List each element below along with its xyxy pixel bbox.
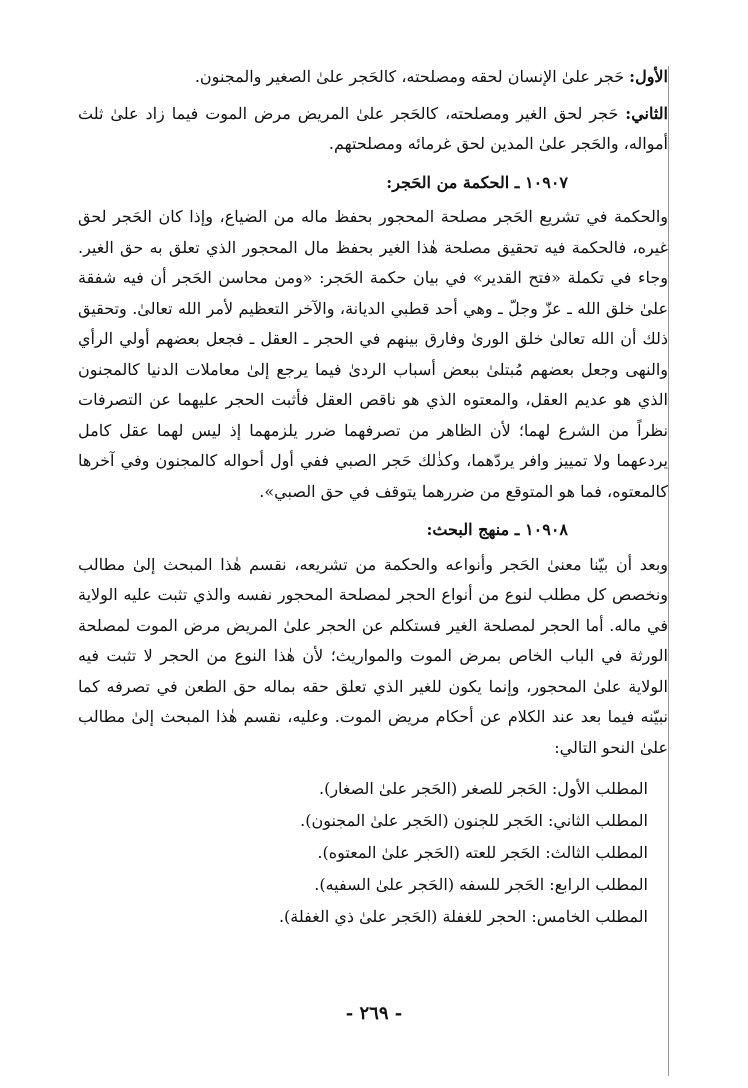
chapter-list-item: المطلب الأول: الحَجر للصغر (الحَجر علىٰ الصغار).: [319, 779, 648, 798]
definition-first-label: الأول:: [629, 67, 668, 86]
chapter-list-item: المطلب الرابع: الحَجر للسفه (الحَجر علىٰ السفيه).: [314, 875, 648, 894]
definition-second: [78, 99, 668, 160]
page-body: [78, 62, 668, 933]
chapter-list: [78, 773, 668, 933]
page-number: - ٢٦٩ -: [345, 1003, 403, 1024]
definition-second-label: الثاني:: [625, 103, 668, 123]
section-body-method: وبعد أن بيّنا معنىٰ الحَجر وأنواعه والحكمة من تشريعه، نقسم هٰذا المبحث إلىٰ مطالب ونخصص كل مطلب لنوع من أنواع الحجر لمصلحة المحجور نفسه والذي تثبت عليه الولاية في ماله. أما الحجر لمصلحة الغير فستكلم عن الحجر علىٰ المريض مرض الموت لمصلحة الورثة في الباب الخاص بمرض الموت والمواريث؛ لأن هٰذا النوع من الحجر لا تثبت فيه الولاية علىٰ المحجور، وإنما يكون للغير الذي تعلق حقه بماله حق الطعن في تصرفه كما نبيّنه فيما بعد عند الكلام عن أحكام مريض الموت. وعليه، نقسم هٰذا المبحث إلىٰ مطالب علىٰ النحو التالي:: [78, 554, 668, 757]
chapter-list-item: المطلب الثالث: الحَجر للعته (الحَجر علىٰ المعتوه).: [317, 843, 648, 862]
chapter-list-item: المطلب الخامس: الحجر للغفلة (الحَجر علىٰ ذي الغفلة).: [278, 907, 648, 926]
section-title-wisdom: ١٠٩٠٧ ـ الحكمة من الحَجر:: [386, 172, 568, 192]
binding-edge-line: [668, 66, 669, 1076]
definition-second-text: حَجر لحق الغير ومصلحته، كالحَجر علىٰ المريض مرض الموت فيما زاد علىٰ ثلث أمواله، والحَجر علىٰ المدين لحق غرمائه ومصلحتهم.: [78, 103, 668, 153]
chapter-list-item: المطلب الثاني: الحَجر للجنون (الحَجر علىٰ المجنون).: [300, 811, 648, 830]
section-title-method: ١٠٩٠٨ ـ منهج البحث:: [426, 520, 568, 539]
section-body-wisdom: والحكمة في تشريع الحَجر مصلحة المحجور بحفظ ماله من الضياع، وإذا كان الحَجر لحق غيره، فالحكمة فيه تحقيق مصلحة هٰذا الغير بحفظ مال المحجور الذي تعلق به حق الغير. وجاء في تكملة «فتح القدير» في بيان حكمة الحَجر: «ومن محاسن الحَجر أن فيه شفقة علىٰ خلق الله ـ عزّ وجلّ ـ وهي أحد قطبي الديانة، والآخر التعظيم لأمر الله تعالىٰ. وتحقيق ذلك أن الله تعالىٰ خلق الورىٰ وفارق بينهم في الحجر ـ العقل ـ فجعل بعضهم أولي الرأي والنهى وجعل بعضهم مُبتلىٰ ببعض أسباب الردىٰ فيما يرجع إلىٰ معاملات الدنيا كالمجنون الذي هو عديم العقل، والمعتوه الذي هو ناقص العقل فأثبت الحجر عليهما عن التصرفات نظراً من الشرع لهما؛ لأن الظاهر من تصرفهما ضرر يلزمهما إذ ليس لهما عقل كامل يردعهما ولا تمييز وافر يردّهما، وكذٰلك حَجر الصبي ففي أول أحواله كالمجنون وفي آخرها كالمعتوه، فما هو المتوقع من ضررهما يتوقف في حق الصبي».: [78, 207, 668, 501]
definition-first-text: حَجر علىٰ الإنسان لحقه ومصلحته، كالحَجر علىٰ الصغير والمجنون.: [194, 67, 630, 86]
definition-first: [78, 62, 668, 93]
